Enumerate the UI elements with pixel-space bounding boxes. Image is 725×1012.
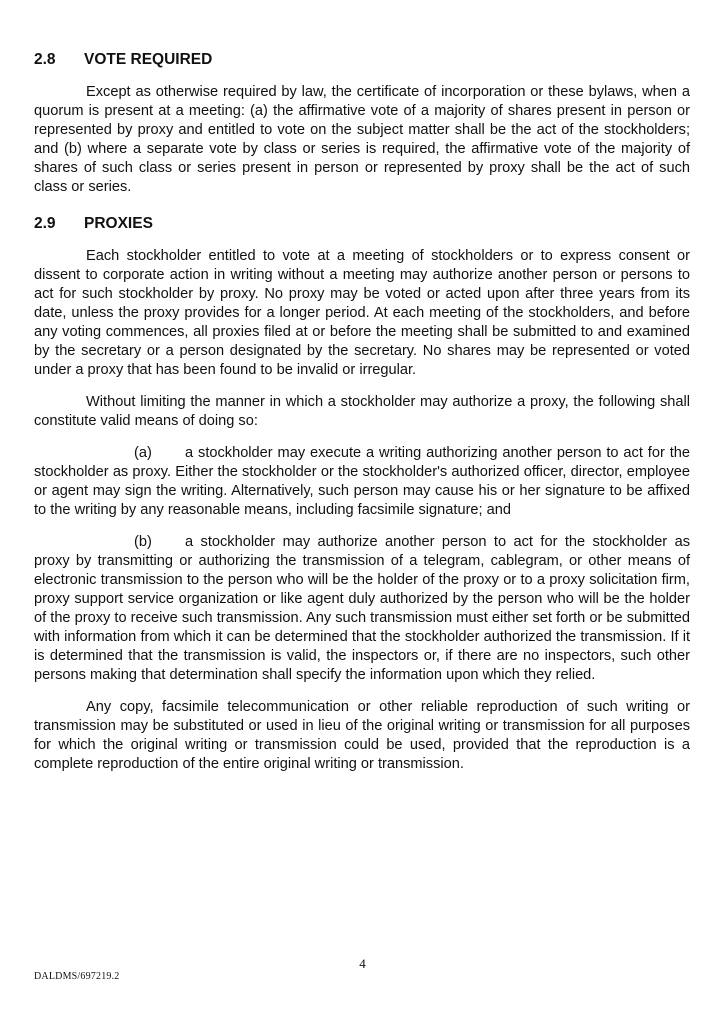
proxies-item-b (34, 533, 690, 685)
section-2-8-paragraph: Except as otherwise required by law, the certificate of incorporation or these bylaws, when a quorum is present at a meeting: (a) the affirmative vote of a majority of shares present in person or represented by proxy and entitled to vote on the subject matter shall be the act of the stockholders; and (b) where a separate vote by class or series is required, the affirmative vote of the majority of shares of such class or series present in person or represented by proxy shall be the act of such class or series. (34, 84, 690, 195)
proxies-paragraph-1: Each stockholder entitled to vote at a meeting of stockholders or to express consent or dissent to corporate action in writing without a meeting may authorize another person or persons to act for such stockholder by proxy. No proxy may be voted or acted upon after three years from its date, unless the proxy provides for a longer period. At each meeting of the stockholders, and before any voting commences, all proxies filed at or before the meeting shall be submitted to and examined by the secretary or a person designated by the secretary. No shares may be represented or voted under a proxy that has been found to be invalid or irregular. (34, 248, 690, 378)
proxies-item-a (34, 444, 690, 520)
section-2-9-heading (34, 214, 690, 234)
section-2-8-heading (34, 50, 690, 70)
document-id: DALDMS/697219.2 (34, 971, 120, 982)
section-number: 2.9 (34, 215, 56, 232)
page-content (34, 50, 690, 774)
proxies-paragraph-2: Without limiting the manner in which a stockholder may authorize a proxy, the following shall constitute valid means of doing so: (34, 394, 690, 429)
item-a-label: (a) (134, 445, 152, 461)
section-number: 2.8 (34, 51, 56, 68)
item-a-text: a stockholder may execute a writing authorizing another person to act for the stockholder as proxy. Either the stockholder or the stockholder's authorized officer, director, employee or agent may sign the writing. Alternatively, such person may cause his or her signature to be affixed to the writing by any reasonable means, including facsimile signature; and (34, 445, 690, 518)
item-b-label: (b) (134, 534, 152, 550)
section-title: VOTE REQUIRED (84, 51, 213, 68)
item-b-text: a stockholder may authorize another person to act for the stockholder as proxy by transmitting or authorizing the transmission of a telegram, cablegram, or other means of electronic transmission to the person who will be the holder of the proxy or to a proxy solicitation firm, proxy support service organization or like agent duly authorized by the person who will be the holder of the proxy to receive such transmission. Any such transmission must either set forth or be submitted with information from which it can be determined that the stockholder authorized the transmission. If it is determined that the transmission is valid, the inspectors or, if there are no inspectors, such other persons making that determination shall specify the information upon which they relied. (34, 534, 690, 683)
section-title: PROXIES (84, 215, 153, 232)
page-number: 4 (359, 956, 366, 971)
proxies-paragraph-3: Any copy, facsimile telecommunication or other reliable reproduction of such writing or transmission may be substituted or used in lieu of the original writing or transmission for all purposes for which the original writing or transmission could be used, provided that the reproduction is a complete reproduction of the entire original writing or transmission. (34, 699, 690, 772)
